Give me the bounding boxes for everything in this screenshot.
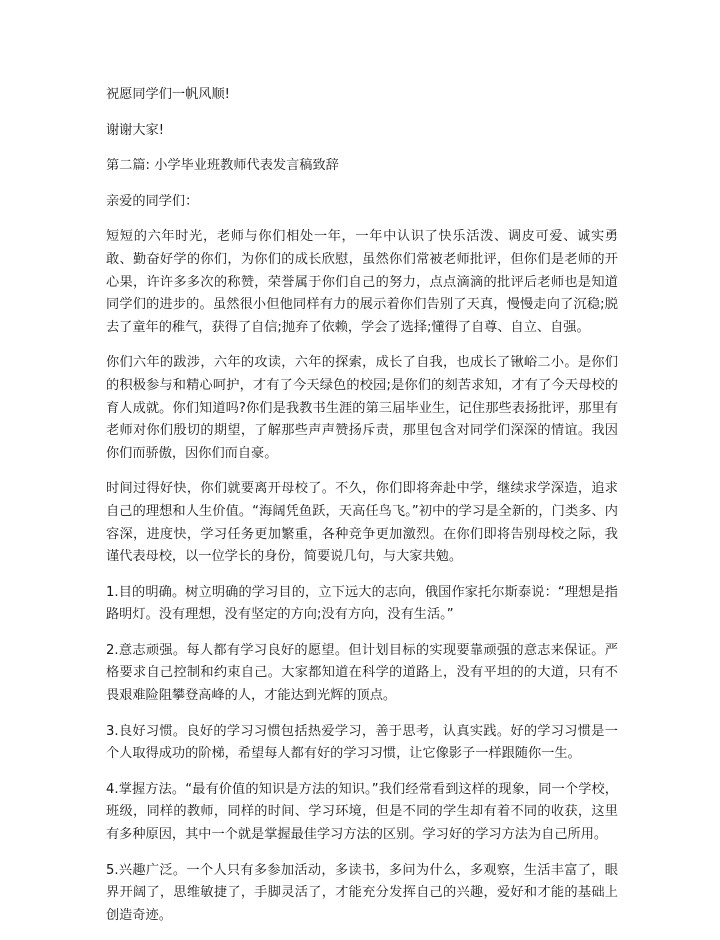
- advice-item: 3.良好习惯。良好的学习习惯包括热爱学习，善于思考，认真实践。好的学习习惯是一个人取得成功的阶梯，希望每人都有好的学习习惯，让它像影子一样跟随你一生。: [106, 723, 618, 762]
- section-title: 第二篇: 小学毕业班教师代表发言稿致辞: [106, 158, 339, 174]
- closing-thanks: 谢谢大家!: [106, 122, 165, 138]
- paragraph: 你们六年的跋涉，六年的攻读，六年的探索，成长了自我，也成长了锹峪二小。是你们的积极参与和精心呵护，才有了今天绿色的校园;是你们的刻苦求知，才有了今天母校的育人成就。你们知道吗?你们是我教书生涯的第三届毕业生，记住那些表扬批评，那里有老师对你们殷切的期望，了解那些声声赞扬斥责，那里包含对同学们深深的情谊。我因你们而骄傲，因你们而自豪。: [106, 355, 618, 461]
- advice-item: 4.掌握方法。“最有价值的知识是方法的知识。”我们经常看到这样的现象，同一个学校，班级，同样的教师，同样的时间、学习环境，但是不同的学生却有着不同的收获，这里有多种原因，其中一个就是掌握最佳学习方法的区别。学习好的学习方法为自己所用。: [106, 781, 618, 843]
- advice-item: 2.意志顽强。每人都有学习良好的愿望。但计划目标的实现要靠顽强的意志来保证。严格要求自己控制和约束自己。大家都知道在科学的道路上，没有平坦的的大道，只有不畏艰难险阻攀登高峰的人，才能达到光辉的顶点。: [106, 642, 618, 704]
- paragraph: 短短的六年时光，老师与你们相处一年，一年中认识了快乐活泼、调皮可爱、诚实勇敢、勤奋好学的你们，为你们的成长欣慰，虽然你们常被老师批评，但你们是老师的开心果，许许多多次的称赞，荣誉属于你们自己的努力，点点滴滴的批评后老师也是知道同学们的进步的。虽然很小但他同样有力的展示着你们告别了天真，慢慢走向了沉稳;脱去了童年的稚气，获得了自信;抛弃了依赖，学会了选择;懂得了自尊、自立、自强。: [106, 229, 618, 335]
- document-page: [106, 84, 618, 940]
- advice-item: 1.目的明确。树立明确的学习目的，立下远大的志向，俄国作家托尔斯泰说：“理想是指路明灯。没有理想，没有坚定的方向;没有方向，没有生活。”: [106, 584, 618, 623]
- advice-item: 5.兴趣广泛。一个人只有多参加活动，多读书，多问为什么，多观察，生活丰富了，眼界开阔了，思维敏捷了，手脚灵活了，才能充分发挥自己的兴趣，爱好和才能的基础上创造奇迹。: [106, 862, 618, 923]
- salutation: 亲爱的同学们：: [106, 193, 199, 209]
- paragraph: 时间过得好快，你们就要离开母校了。不久，你们即将奔赴中学，继续求学深造，追求自己的理想和人生价值。“海阔凭鱼跃，天高任鸟飞。”初中的学习是全新的，门类多、内容深，进度快，学习任务更加繁重，各种竞争更加激烈。在你们即将告别母校之际，我谨代表母校，以一位学长的身份，简要说几句，与大家共勉。: [106, 481, 618, 565]
- closing-wish: 祝愿同学们一帆风顺!: [106, 87, 230, 102]
